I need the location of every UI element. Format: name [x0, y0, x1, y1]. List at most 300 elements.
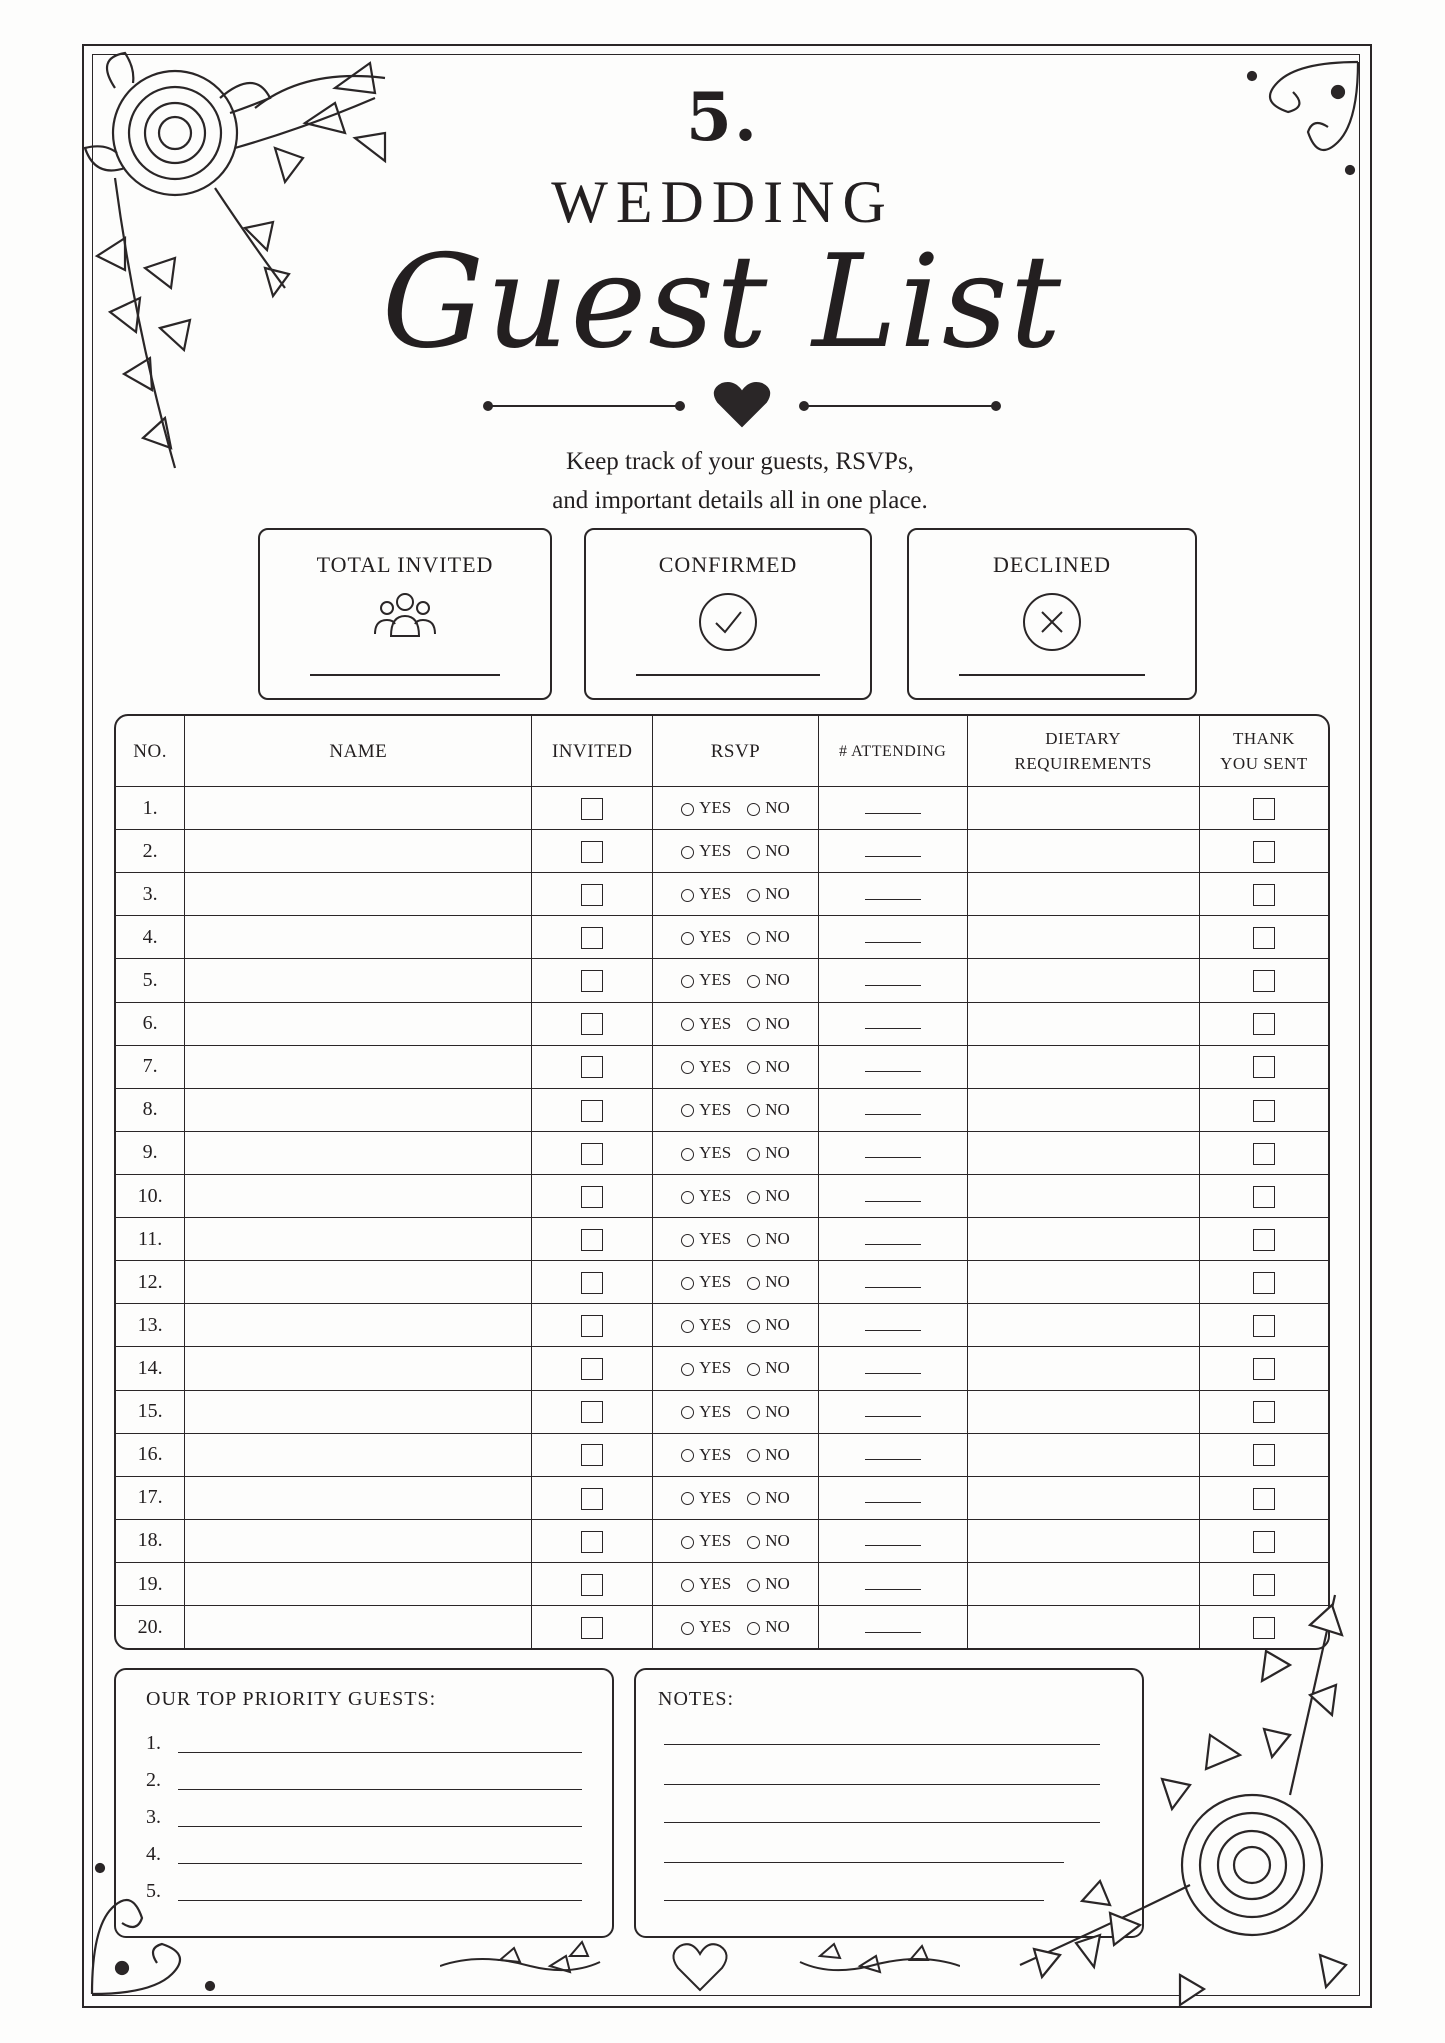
thank-you-cell — [1199, 1519, 1328, 1562]
flourish-corner-bottom-left — [82, 1858, 222, 2004]
priority-line[interactable] — [178, 1752, 582, 1753]
radio-circle-icon — [747, 1449, 760, 1462]
subtitle-line-1: Keep track of your guests, RSVPs, — [566, 448, 914, 475]
rsvp-cell — [653, 1476, 819, 1519]
guest-name-cell[interactable] — [185, 1088, 532, 1131]
invited-checkbox[interactable] — [581, 1229, 603, 1251]
dietary-cell[interactable] — [967, 1519, 1199, 1562]
attending-blank[interactable] — [865, 1228, 921, 1245]
rsvp-yes-label: YES — [699, 1444, 732, 1464]
radio-circle-icon — [747, 1492, 760, 1505]
invited-cell — [532, 1045, 653, 1088]
table-row — [116, 1261, 1328, 1304]
guest-name-cell[interactable] — [185, 1519, 532, 1562]
attending-cell — [818, 1218, 967, 1261]
radio-circle-icon — [681, 1234, 694, 1247]
rsvp-cell — [653, 1218, 819, 1261]
invited-cell — [532, 1562, 653, 1605]
dietary-cell[interactable] — [967, 1476, 1199, 1519]
attending-cell — [818, 1045, 967, 1088]
header-attending: # ATTENDING — [818, 716, 967, 787]
header-no: NO. — [116, 716, 185, 787]
rsvp-no-option[interactable] — [747, 1315, 790, 1335]
attending-blank[interactable] — [865, 840, 921, 857]
dietary-cell[interactable] — [967, 1347, 1199, 1390]
rsvp-no-option[interactable] — [747, 1186, 790, 1206]
attending-cell — [818, 787, 967, 830]
rsvp-cell — [653, 959, 819, 1002]
thank-you-cell — [1199, 1218, 1328, 1261]
invited-cell — [532, 1606, 653, 1648]
invited-checkbox[interactable] — [581, 1315, 603, 1337]
rsvp-no-label: NO — [765, 1013, 790, 1033]
rsvp-no-option[interactable] — [747, 927, 790, 947]
heart-icon — [715, 383, 769, 426]
thank-you-checkbox[interactable] — [1253, 1100, 1275, 1122]
invited-cell — [532, 1088, 653, 1131]
dietary-cell[interactable] — [967, 1045, 1199, 1088]
table-row — [116, 1218, 1328, 1261]
invited-cell — [532, 1304, 653, 1347]
rsvp-no-option[interactable] — [747, 1014, 790, 1034]
rsvp-no-label: NO — [765, 1487, 790, 1507]
rsvp-no-option[interactable] — [747, 798, 790, 818]
thank-you-checkbox[interactable] — [1253, 1444, 1275, 1466]
thank-you-cell — [1199, 1174, 1328, 1217]
attending-cell — [818, 1476, 967, 1519]
guest-name-cell[interactable] — [185, 1390, 532, 1433]
guest-name-cell[interactable] — [185, 1562, 532, 1605]
attending-blank[interactable] — [865, 1616, 921, 1633]
guest-name-cell[interactable] — [185, 959, 532, 1002]
invited-checkbox[interactable] — [581, 927, 603, 949]
invited-cell — [532, 873, 653, 916]
guest-name-cell[interactable] — [185, 1174, 532, 1217]
radio-circle-icon — [747, 889, 760, 902]
radio-circle-icon — [681, 1018, 694, 1031]
header-rsvp: RSVP — [653, 716, 819, 787]
rsvp-yes-option[interactable] — [681, 841, 731, 861]
radio-circle-icon — [747, 1234, 760, 1247]
attending-cell — [818, 1390, 967, 1433]
stat-total-invited — [258, 528, 552, 700]
invited-cell — [532, 1261, 653, 1304]
thank-you-checkbox[interactable] — [1253, 970, 1275, 992]
rsvp-no-label: NO — [765, 1099, 790, 1119]
radio-circle-icon — [681, 1449, 694, 1462]
attending-blank[interactable] — [865, 797, 921, 814]
rsvp-no-option[interactable] — [747, 1143, 790, 1163]
radio-circle-icon — [747, 1320, 760, 1333]
row-number: 18. — [116, 1519, 185, 1562]
rsvp-no-option[interactable] — [747, 1488, 790, 1508]
row-number: 15. — [116, 1390, 185, 1433]
thank-you-cell — [1199, 830, 1328, 873]
radio-circle-icon — [747, 1018, 760, 1031]
invited-checkbox[interactable] — [581, 1444, 603, 1466]
rsvp-no-label: NO — [765, 1229, 790, 1249]
radio-circle-icon — [747, 1191, 760, 1204]
invited-cell — [532, 1218, 653, 1261]
attending-blank[interactable] — [865, 969, 921, 986]
rsvp-cell — [653, 787, 819, 830]
attending-cell — [818, 1261, 967, 1304]
dietary-cell[interactable] — [967, 1261, 1199, 1304]
attending-blank[interactable] — [865, 1141, 921, 1158]
rsvp-yes-label: YES — [699, 1099, 732, 1119]
dietary-cell[interactable] — [967, 1390, 1199, 1433]
dietary-cell[interactable] — [967, 1002, 1199, 1045]
rsvp-no-option[interactable] — [747, 1402, 790, 1422]
invited-cell — [532, 1131, 653, 1174]
invited-checkbox[interactable] — [581, 1358, 603, 1380]
dietary-cell[interactable] — [967, 1433, 1199, 1476]
rsvp-cell — [653, 830, 819, 873]
thank-you-checkbox[interactable] — [1253, 798, 1275, 820]
header-invited: INVITED — [532, 716, 653, 787]
rsvp-yes-label: YES — [699, 1487, 732, 1507]
radio-circle-icon — [681, 846, 694, 859]
guest-name-cell[interactable] — [185, 1218, 532, 1261]
thank-you-checkbox[interactable] — [1253, 1358, 1275, 1380]
radio-circle-icon — [747, 975, 760, 988]
radio-circle-icon — [681, 889, 694, 902]
attending-blank[interactable] — [865, 1400, 921, 1417]
rsvp-cell — [653, 1261, 819, 1304]
dietary-cell[interactable] — [967, 1304, 1199, 1347]
notes-line[interactable] — [664, 1900, 1044, 1901]
invited-checkbox[interactable] — [581, 884, 603, 906]
dietary-cell[interactable] — [967, 1088, 1199, 1131]
thank-you-checkbox[interactable] — [1253, 1056, 1275, 1078]
radio-circle-icon — [681, 1320, 694, 1333]
invited-cell — [532, 830, 653, 873]
header-thank-line1: THANK — [1232, 729, 1295, 748]
priority-line[interactable] — [178, 1826, 582, 1827]
rsvp-yes-option[interactable] — [681, 1574, 731, 1594]
radio-circle-icon — [747, 1148, 760, 1161]
radio-circle-icon — [747, 1579, 760, 1592]
rsvp-cell — [653, 1131, 819, 1174]
rsvp-yes-label: YES — [699, 841, 732, 861]
thank-you-cell — [1199, 787, 1328, 830]
rsvp-yes-option[interactable] — [681, 1143, 731, 1163]
rsvp-no-option[interactable] — [747, 1445, 790, 1465]
rsvp-no-label: NO — [765, 1142, 790, 1162]
radio-circle-icon — [681, 1492, 694, 1505]
rsvp-yes-option[interactable] — [681, 1445, 731, 1465]
stat-label: CONFIRMED — [658, 552, 798, 577]
rsvp-yes-label: YES — [699, 1617, 732, 1637]
attending-cell — [818, 1519, 967, 1562]
priority-line[interactable] — [178, 1863, 582, 1864]
rsvp-yes-option[interactable] — [681, 798, 731, 818]
rsvp-cell — [653, 1002, 819, 1045]
dietary-cell[interactable] — [967, 916, 1199, 959]
rsvp-cell — [653, 1088, 819, 1131]
guest-name-cell[interactable] — [185, 873, 532, 916]
invited-cell — [532, 1347, 653, 1390]
radio-circle-icon — [747, 1104, 760, 1117]
table-header-row — [116, 716, 1328, 787]
rsvp-yes-option[interactable] — [681, 1014, 731, 1034]
guest-name-cell[interactable] — [185, 1045, 532, 1088]
dietary-cell[interactable] — [967, 830, 1199, 873]
invited-cell — [532, 959, 653, 1002]
invited-checkbox[interactable] — [581, 1186, 603, 1208]
attending-blank[interactable] — [865, 926, 921, 943]
header-dietary-line2: REQUIREMENTS — [1014, 754, 1152, 773]
guest-name-cell[interactable] — [185, 787, 532, 830]
row-number: 5. — [116, 959, 185, 1002]
invited-checkbox[interactable] — [581, 1574, 603, 1596]
priority-number: 4. — [146, 1843, 161, 1865]
radio-circle-icon — [681, 1579, 694, 1592]
rsvp-no-option[interactable] — [747, 1531, 790, 1551]
rsvp-yes-option[interactable] — [681, 1229, 731, 1249]
bottom-heart-ornament — [440, 1936, 960, 1996]
rsvp-yes-option[interactable] — [681, 1531, 731, 1551]
invited-checkbox[interactable] — [581, 1272, 603, 1294]
dietary-cell[interactable] — [967, 787, 1199, 830]
rsvp-yes-option[interactable] — [681, 884, 731, 904]
priority-line[interactable] — [178, 1789, 582, 1790]
invited-checkbox[interactable] — [581, 1488, 603, 1510]
notes-title: NOTES: — [658, 1688, 734, 1710]
invited-cell — [532, 1002, 653, 1045]
dietary-cell[interactable] — [967, 1131, 1199, 1174]
invited-checkbox[interactable] — [581, 1617, 603, 1639]
rsvp-no-label: NO — [765, 1056, 790, 1076]
thank-you-checkbox[interactable] — [1253, 1143, 1275, 1165]
attending-cell — [818, 830, 967, 873]
rsvp-no-label: NO — [765, 884, 790, 904]
priority-number: 5. — [146, 1880, 161, 1902]
rsvp-no-label: NO — [765, 1530, 790, 1550]
rsvp-yes-option[interactable] — [681, 1358, 731, 1378]
rsvp-yes-option[interactable] — [681, 970, 731, 990]
rsvp-yes-option[interactable] — [681, 1057, 731, 1077]
radio-circle-icon — [747, 1622, 760, 1635]
thank-you-checkbox[interactable] — [1253, 1013, 1275, 1035]
radio-circle-icon — [681, 1191, 694, 1204]
radio-circle-icon — [747, 1061, 760, 1074]
rsvp-yes-label: YES — [699, 1142, 732, 1162]
header-dietary — [967, 716, 1199, 787]
thank-you-checkbox[interactable] — [1253, 1488, 1275, 1510]
rsvp-yes-option[interactable] — [681, 1186, 731, 1206]
table-row — [116, 1433, 1328, 1476]
rsvp-yes-option[interactable] — [681, 1402, 731, 1422]
guest-table — [114, 714, 1330, 1650]
attending-cell — [818, 1002, 967, 1045]
rsvp-yes-option[interactable] — [681, 1617, 731, 1637]
rsvp-cell — [653, 873, 819, 916]
rsvp-no-label: NO — [765, 1444, 790, 1464]
thank-you-checkbox[interactable] — [1253, 884, 1275, 906]
attending-cell — [818, 959, 967, 1002]
thank-you-checkbox[interactable] — [1253, 1315, 1275, 1337]
rsvp-no-option[interactable] — [747, 970, 790, 990]
rsvp-no-option[interactable] — [747, 1229, 790, 1249]
rsvp-no-label: NO — [765, 1401, 790, 1421]
rsvp-yes-option[interactable] — [681, 1488, 731, 1508]
invited-checkbox[interactable] — [581, 1143, 603, 1165]
table-row — [116, 830, 1328, 873]
attending-blank[interactable] — [865, 1055, 921, 1072]
thank-you-checkbox[interactable] — [1253, 1186, 1275, 1208]
table-row — [116, 1390, 1328, 1433]
attending-blank[interactable] — [865, 1185, 921, 1202]
guest-name-cell[interactable] — [185, 1476, 532, 1519]
thank-you-checkbox[interactable] — [1253, 841, 1275, 863]
thank-you-cell — [1199, 1002, 1328, 1045]
attending-blank[interactable] — [865, 1271, 921, 1288]
rsvp-yes-option[interactable] — [681, 1272, 731, 1292]
radio-circle-icon — [681, 932, 694, 945]
guest-name-cell[interactable] — [185, 1347, 532, 1390]
invited-cell — [532, 1390, 653, 1433]
rsvp-yes-label: YES — [699, 1056, 732, 1076]
thank-you-checkbox[interactable] — [1253, 1531, 1275, 1553]
rsvp-yes-label: YES — [699, 927, 732, 947]
invited-checkbox[interactable] — [581, 1056, 603, 1078]
thank-you-checkbox[interactable] — [1253, 1272, 1275, 1294]
invited-checkbox[interactable] — [581, 970, 603, 992]
thank-you-cell — [1199, 1088, 1328, 1131]
table-row — [116, 1131, 1328, 1174]
rsvp-yes-label: YES — [699, 1401, 732, 1421]
guest-name-cell[interactable] — [185, 830, 532, 873]
table-row — [116, 1174, 1328, 1217]
rsvp-no-label: NO — [765, 841, 790, 861]
radio-circle-icon — [681, 1061, 694, 1074]
dietary-cell[interactable] — [967, 959, 1199, 1002]
thank-you-checkbox[interactable] — [1253, 1401, 1275, 1423]
stat-confirmed — [584, 528, 872, 700]
thank-you-checkbox[interactable] — [1253, 1229, 1275, 1251]
rsvp-yes-option[interactable] — [681, 1100, 731, 1120]
rsvp-yes-label: YES — [699, 798, 732, 818]
invited-checkbox[interactable] — [581, 1013, 603, 1035]
thank-you-checkbox[interactable] — [1253, 927, 1275, 949]
attending-blank[interactable] — [865, 883, 921, 900]
priority-item — [146, 1732, 176, 1755]
invited-checkbox[interactable] — [581, 841, 603, 863]
priority-item — [146, 1806, 176, 1829]
radio-circle-icon — [747, 1277, 760, 1290]
rsvp-yes-label: YES — [699, 884, 732, 904]
rsvp-no-option[interactable] — [747, 1574, 790, 1594]
table-row — [116, 873, 1328, 916]
dietary-cell[interactable] — [967, 1218, 1199, 1261]
table-row — [116, 1519, 1328, 1562]
table-row — [116, 1045, 1328, 1088]
rsvp-no-label: NO — [765, 1617, 790, 1637]
guest-name-cell[interactable] — [185, 1002, 532, 1045]
rsvp-no-option[interactable] — [747, 1358, 790, 1378]
rsvp-yes-label: YES — [699, 1229, 732, 1249]
guest-name-cell[interactable] — [185, 916, 532, 959]
rsvp-no-label: NO — [765, 1186, 790, 1206]
header-name: NAME — [185, 716, 532, 787]
rsvp-no-option[interactable] — [747, 1617, 790, 1637]
attending-blank[interactable] — [865, 1098, 921, 1115]
radio-circle-icon — [747, 803, 760, 816]
attending-blank[interactable] — [865, 1573, 921, 1590]
attending-cell — [818, 1131, 967, 1174]
rsvp-cell — [653, 1390, 819, 1433]
rsvp-yes-option[interactable] — [681, 1315, 731, 1335]
guest-name-cell[interactable] — [185, 1261, 532, 1304]
row-number: 7. — [116, 1045, 185, 1088]
attending-cell — [818, 873, 967, 916]
heart-outline-icon — [673, 1944, 726, 1990]
rsvp-no-option[interactable] — [747, 1272, 790, 1292]
guest-name-cell[interactable] — [185, 1433, 532, 1476]
rsvp-no-label: NO — [765, 970, 790, 990]
stat-declined — [907, 528, 1197, 700]
guest-name-cell[interactable] — [185, 1304, 532, 1347]
guest-name-cell[interactable] — [185, 1131, 532, 1174]
rsvp-cell — [653, 1347, 819, 1390]
rsvp-no-option[interactable] — [747, 1057, 790, 1077]
thank-you-cell — [1199, 1390, 1328, 1433]
attending-cell — [818, 1606, 967, 1648]
table-row — [116, 1347, 1328, 1390]
radio-circle-icon — [747, 846, 760, 859]
priority-line[interactable] — [178, 1900, 582, 1901]
row-number: 3. — [116, 873, 185, 916]
invited-checkbox[interactable] — [581, 1100, 603, 1122]
invited-cell — [532, 787, 653, 830]
attending-blank[interactable] — [865, 1314, 921, 1331]
x-circle-icon — [1020, 590, 1084, 654]
invited-checkbox[interactable] — [581, 798, 603, 820]
invited-checkbox[interactable] — [581, 1531, 603, 1553]
rsvp-yes-label: YES — [699, 1315, 732, 1335]
rsvp-no-label: NO — [765, 1358, 790, 1378]
rsvp-no-option[interactable] — [747, 841, 790, 861]
row-number: 14. — [116, 1347, 185, 1390]
rsvp-cell — [653, 1045, 819, 1088]
attending-blank[interactable] — [865, 1486, 921, 1503]
header-thank-you — [1199, 716, 1328, 787]
table-row — [116, 916, 1328, 959]
table-row — [116, 1088, 1328, 1131]
attending-blank[interactable] — [865, 1529, 921, 1546]
rsvp-no-option[interactable] — [747, 884, 790, 904]
table-row — [116, 959, 1328, 1002]
rsvp-yes-label: YES — [699, 1013, 732, 1033]
guest-name-cell[interactable] — [185, 1606, 532, 1648]
thank-you-cell — [1199, 1476, 1328, 1519]
dietary-cell[interactable] — [967, 1174, 1199, 1217]
rsvp-no-option[interactable] — [747, 1100, 790, 1120]
dietary-cell[interactable] — [967, 873, 1199, 916]
invited-checkbox[interactable] — [581, 1401, 603, 1423]
attending-blank[interactable] — [865, 1012, 921, 1029]
table-row — [116, 1304, 1328, 1347]
rsvp-yes-option[interactable] — [681, 927, 731, 947]
attending-blank[interactable] — [865, 1443, 921, 1460]
row-number: 6. — [116, 1002, 185, 1045]
attending-blank[interactable] — [865, 1357, 921, 1374]
attending-cell — [818, 1347, 967, 1390]
radio-circle-icon — [681, 1406, 694, 1419]
row-number: 19. — [116, 1562, 185, 1605]
thank-you-cell — [1199, 1433, 1328, 1476]
